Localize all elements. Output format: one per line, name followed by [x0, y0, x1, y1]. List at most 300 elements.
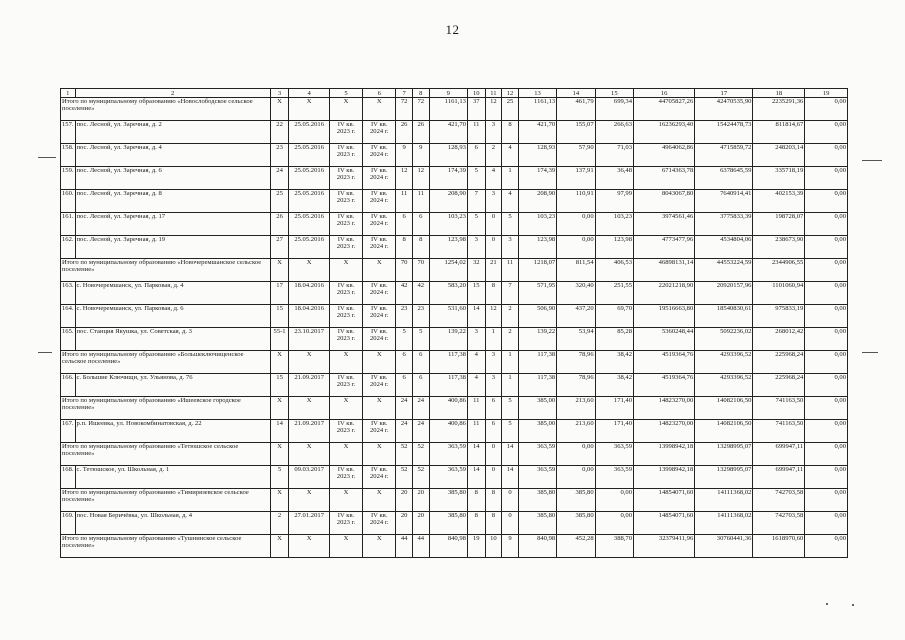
planned-start [329, 282, 362, 305]
flats-private: 21 [485, 259, 502, 282]
cost-total: 44705827,26 [634, 98, 695, 121]
cost-local: 0,00 [805, 190, 848, 213]
residents-relocated: 5 [412, 328, 429, 351]
doc-date: X [289, 397, 329, 420]
doc-date: X [289, 443, 329, 466]
planned-start-year: 2023 г. [336, 220, 356, 227]
planned-start-quarter: IV кв. [337, 305, 355, 312]
area-private: 437,20 [557, 305, 595, 328]
planned-start-quarter: X [343, 443, 349, 450]
planned-start-year: 2023 г. [336, 174, 356, 181]
residents-count: 26 [396, 121, 413, 144]
residents-relocated: 70 [412, 259, 429, 282]
flats-municipal: 2 [502, 305, 519, 328]
flats-municipal: 14 [502, 466, 519, 489]
planned-start-quarter: IV кв. [337, 121, 355, 128]
planned-start-year: 2023 г. [336, 243, 356, 250]
planned-end-quarter: IV кв. [370, 121, 388, 128]
flats-private: 6 [485, 420, 502, 443]
planned-start [329, 167, 362, 190]
area-private: 811,54 [557, 259, 595, 282]
area-private: 110,91 [557, 190, 595, 213]
planned-start-quarter: IV кв. [337, 466, 355, 473]
residents-count: 44 [396, 535, 413, 558]
doc-number: 25 [270, 190, 289, 213]
area-total: 363,59 [518, 443, 556, 466]
area-municipal: 363,59 [595, 443, 633, 466]
area-private: 213,60 [557, 420, 595, 443]
area-private: 155,07 [557, 121, 595, 144]
subtotal-label: Итого по муниципальному образованию «Большеключищенское сельское поселение» [61, 351, 271, 374]
column-header: 2 [75, 89, 270, 98]
cost-region: 248203,14 [753, 144, 805, 167]
doc-number: 24 [270, 167, 289, 190]
cost-total: 8043067,80 [634, 190, 695, 213]
subtotal-row [61, 259, 848, 282]
flats-total: 19 [467, 535, 485, 558]
flats-private: 1 [485, 328, 502, 351]
total-area: 1161,13 [429, 98, 467, 121]
planned-start-quarter: IV кв. [337, 282, 355, 289]
planned-start-quarter: IV кв. [337, 236, 355, 243]
area-municipal: 266,63 [595, 121, 633, 144]
cost-region: 2344906,55 [753, 259, 805, 282]
row-number: 168. [61, 466, 76, 489]
planned-end [363, 259, 396, 282]
total-area: 128,93 [429, 144, 467, 167]
planned-end [363, 535, 396, 558]
total-area: 583,20 [429, 282, 467, 305]
area-total: 385,80 [518, 489, 556, 512]
doc-number: 17 [270, 282, 289, 305]
total-area: 123,98 [429, 236, 467, 259]
doc-date: 21.09.2017 [289, 374, 329, 397]
address: пос. Станция Якушка, ул. Советская, д. 3 [75, 328, 270, 351]
residents-count: 6 [396, 374, 413, 397]
flats-total: 11 [467, 397, 485, 420]
cost-total: 16236293,40 [634, 121, 695, 144]
cost-local: 0,00 [805, 282, 848, 305]
area-private: 53,94 [557, 328, 595, 351]
cost-local: 0,00 [805, 328, 848, 351]
total-area: 117,38 [429, 374, 467, 397]
cost-region: 699947,11 [753, 443, 805, 466]
planned-end [363, 351, 396, 374]
cost-local: 0,00 [805, 213, 848, 236]
planned-start-quarter: IV кв. [337, 167, 355, 174]
planned-end-quarter: IV кв. [370, 236, 388, 243]
planned-start [329, 213, 362, 236]
planned-start-quarter: IV кв. [337, 144, 355, 151]
row-number: 165. [61, 328, 76, 351]
area-municipal: 97,99 [595, 190, 633, 213]
flats-total: 15 [467, 282, 485, 305]
area-private: 0,00 [557, 466, 595, 489]
planned-end [363, 121, 396, 144]
flats-municipal: 5 [502, 397, 519, 420]
column-header: 1 [61, 89, 76, 98]
table-row [61, 121, 848, 144]
cost-total: 32379411,96 [634, 535, 695, 558]
area-total: 123,98 [518, 236, 556, 259]
flats-private: 3 [485, 121, 502, 144]
doc-date: 25.05.2016 [289, 236, 329, 259]
residents-relocated: 26 [412, 121, 429, 144]
cost-total: 5360248,44 [634, 328, 695, 351]
planned-end [363, 144, 396, 167]
total-area: 421,70 [429, 121, 467, 144]
planned-end-year: 2024 г. [369, 427, 389, 434]
residents-count: 5 [396, 328, 413, 351]
residents-count: 20 [396, 512, 413, 535]
cost-fund: 15424478,73 [695, 121, 753, 144]
table-row [61, 466, 848, 489]
planned-start [329, 259, 362, 282]
cost-region: 402153,39 [753, 190, 805, 213]
residents-count: 42 [396, 282, 413, 305]
planned-end-year: 2024 г. [369, 220, 389, 227]
area-municipal: 363,59 [595, 466, 633, 489]
cost-total: 3974561,46 [634, 213, 695, 236]
doc-date: X [289, 98, 329, 121]
row-number: 167. [61, 420, 76, 443]
planned-end [363, 397, 396, 420]
area-municipal: 85,28 [595, 328, 633, 351]
planned-end [363, 236, 396, 259]
address: с. Большие Ключищи, ул. Ульянова, д. 76 [75, 374, 270, 397]
doc-number: 2 [270, 512, 289, 535]
planned-start-quarter: IV кв. [337, 190, 355, 197]
flats-municipal: 1 [502, 167, 519, 190]
total-area: 385,80 [429, 489, 467, 512]
planned-end-year: 2024 г. [369, 243, 389, 250]
cost-total: 4964062,86 [634, 144, 695, 167]
cost-total: 4773477,96 [634, 236, 695, 259]
planned-start-quarter: IV кв. [337, 512, 355, 519]
flats-private: 3 [485, 374, 502, 397]
planned-start-quarter: IV кв. [337, 328, 355, 335]
table-row [61, 512, 848, 535]
planned-end-year: 2024 г. [369, 197, 389, 204]
planned-end-year: 2024 г. [369, 519, 389, 526]
residents-relocated: 52 [412, 466, 429, 489]
planned-start [329, 489, 362, 512]
address: пос. Лесной, ул. Заречная, д. 17 [75, 213, 270, 236]
address: пос. Лесной, ул. Заречная, д. 2 [75, 121, 270, 144]
row-number: 160. [61, 190, 76, 213]
flats-private: 12 [485, 305, 502, 328]
flats-total: 3 [467, 328, 485, 351]
subtotal-row [61, 397, 848, 420]
planned-start-quarter: X [343, 489, 349, 496]
planned-start [329, 305, 362, 328]
planned-start-quarter: IV кв. [337, 374, 355, 381]
column-header: 8 [412, 89, 429, 98]
flats-municipal: 4 [502, 144, 519, 167]
flats-total: 14 [467, 443, 485, 466]
address: пос. Лесной, ул. Заречная, д. 6 [75, 167, 270, 190]
cost-fund: 5092236,02 [695, 328, 753, 351]
residents-relocated: 9 [412, 144, 429, 167]
column-header: 7 [396, 89, 413, 98]
table-row [61, 282, 848, 305]
planned-end-quarter: IV кв. [370, 512, 388, 519]
planned-end [363, 443, 396, 466]
column-header: 13 [518, 89, 556, 98]
doc-number: 22 [270, 121, 289, 144]
column-header: 11 [485, 89, 502, 98]
planned-start-year: 2023 г. [336, 128, 356, 135]
cost-region: 811814,67 [753, 121, 805, 144]
table-row [61, 236, 848, 259]
flats-total: 14 [467, 305, 485, 328]
cost-region: 975833,19 [753, 305, 805, 328]
area-private: 385,80 [557, 489, 595, 512]
address: с. Тетюшское, ул. Школьная, д. 1 [75, 466, 270, 489]
total-area: 385,80 [429, 512, 467, 535]
address: пос. Новая Беричёвка, ул. Школьная, д. 4 [75, 512, 270, 535]
flats-municipal: 3 [502, 236, 519, 259]
planned-end [363, 328, 396, 351]
cost-region: 742703,58 [753, 512, 805, 535]
cost-fund: 3775833,39 [695, 213, 753, 236]
cost-local: 0,00 [805, 535, 848, 558]
planned-end [363, 282, 396, 305]
area-total: 128,93 [518, 144, 556, 167]
cost-region: 1101060,94 [753, 282, 805, 305]
row-number: 169. [61, 512, 76, 535]
cost-fund: 13298995,07 [695, 443, 753, 466]
planned-start-year: 2023 г. [336, 381, 356, 388]
column-number-row [61, 89, 848, 98]
cost-local: 0,00 [805, 420, 848, 443]
flats-private: 3 [485, 190, 502, 213]
cost-region: 741163,50 [753, 397, 805, 420]
cost-fund: 6378645,59 [695, 167, 753, 190]
cost-local: 0,00 [805, 98, 848, 121]
residents-relocated: 6 [412, 374, 429, 397]
residents-count: 24 [396, 397, 413, 420]
cost-fund: 30760441,36 [695, 535, 753, 558]
flats-total: 6 [467, 144, 485, 167]
table-row [61, 305, 848, 328]
residents-relocated: 11 [412, 190, 429, 213]
flats-municipal: 2 [502, 328, 519, 351]
residents-count: 72 [396, 98, 413, 121]
planned-start [329, 144, 362, 167]
planned-end-year: 2024 г. [369, 128, 389, 135]
flats-total: 11 [467, 420, 485, 443]
area-total: 385,00 [518, 397, 556, 420]
flats-municipal: 25 [502, 98, 519, 121]
planned-end-quarter: X [376, 489, 382, 496]
area-total: 421,70 [518, 121, 556, 144]
flats-municipal: 11 [502, 259, 519, 282]
column-header: 4 [289, 89, 329, 98]
column-header: 5 [329, 89, 362, 98]
area-municipal: 36,48 [595, 167, 633, 190]
planned-end-quarter: IV кв. [370, 305, 388, 312]
planned-end-quarter: IV кв. [370, 167, 388, 174]
cost-fund: 14082106,50 [695, 420, 753, 443]
doc-number: 55-1 [270, 328, 289, 351]
area-municipal: 103,23 [595, 213, 633, 236]
column-header: 6 [363, 89, 396, 98]
flats-municipal: 14 [502, 443, 519, 466]
total-area: 139,22 [429, 328, 467, 351]
area-total: 363,59 [518, 466, 556, 489]
doc-number: X [270, 397, 289, 420]
cost-local: 0,00 [805, 259, 848, 282]
subtotal-row [61, 489, 848, 512]
flats-total: 11 [467, 121, 485, 144]
area-municipal: 38,42 [595, 374, 633, 397]
cost-region: 1618970,60 [753, 535, 805, 558]
address: пос. Лесной, ул. Заречная, д. 8 [75, 190, 270, 213]
residents-relocated: 6 [412, 351, 429, 374]
cost-region: 742703,58 [753, 489, 805, 512]
planned-start [329, 420, 362, 443]
flats-municipal: 4 [502, 190, 519, 213]
cost-total: 14854071,60 [634, 489, 695, 512]
total-area: 208,90 [429, 190, 467, 213]
residents-relocated: 8 [412, 236, 429, 259]
planned-end-year: 2024 г. [369, 312, 389, 319]
doc-date: 23.10.2017 [289, 328, 329, 351]
row-number: 164. [61, 305, 76, 328]
planned-end-quarter: X [376, 259, 382, 266]
address: с. Новочеремшанск, ул. Парковая, д. 4 [75, 282, 270, 305]
cost-local: 0,00 [805, 512, 848, 535]
cost-total: 14823270,00 [634, 420, 695, 443]
flats-private: 8 [485, 512, 502, 535]
area-private: 78,96 [557, 351, 595, 374]
column-header: 18 [753, 89, 805, 98]
flats-private: 0 [485, 213, 502, 236]
cost-local: 0,00 [805, 121, 848, 144]
cost-fund: 42470535,90 [695, 98, 753, 121]
planned-end [363, 512, 396, 535]
area-private: 78,96 [557, 374, 595, 397]
planned-start-quarter: IV кв. [337, 213, 355, 220]
doc-date: X [289, 489, 329, 512]
flats-private: 0 [485, 466, 502, 489]
planned-start [329, 190, 362, 213]
planned-start [329, 535, 362, 558]
cost-region: 198728,07 [753, 213, 805, 236]
planned-end-quarter: IV кв. [370, 420, 388, 427]
flats-municipal: 1 [502, 351, 519, 374]
area-private: 213,60 [557, 397, 595, 420]
cost-total: 13998942,18 [634, 443, 695, 466]
flats-municipal: 0 [502, 512, 519, 535]
cost-region: 225968,24 [753, 351, 805, 374]
planned-start [329, 443, 362, 466]
table-row [61, 374, 848, 397]
doc-date: 25.05.2016 [289, 213, 329, 236]
cost-region: 741163,50 [753, 420, 805, 443]
flats-municipal: 1 [502, 374, 519, 397]
flats-municipal: 0 [502, 489, 519, 512]
area-municipal: 388,70 [595, 535, 633, 558]
total-area: 363,59 [429, 466, 467, 489]
doc-number: X [270, 489, 289, 512]
row-number: 159. [61, 167, 76, 190]
cost-local: 0,00 [805, 443, 848, 466]
cost-fund: 14111368,02 [695, 512, 753, 535]
planned-start [329, 328, 362, 351]
cost-fund: 4293396,52 [695, 374, 753, 397]
flats-total: 5 [467, 167, 485, 190]
area-municipal: 171,40 [595, 397, 633, 420]
column-header: 15 [595, 89, 633, 98]
residents-count: 24 [396, 420, 413, 443]
area-municipal: 699,34 [595, 98, 633, 121]
subtotal-row [61, 351, 848, 374]
flats-total: 5 [467, 213, 485, 236]
cost-local: 0,00 [805, 374, 848, 397]
scan-mark [862, 352, 878, 353]
cost-fund: 14082106,50 [695, 397, 753, 420]
doc-date: X [289, 351, 329, 374]
residents-count: 8 [396, 236, 413, 259]
cost-region: 238673,90 [753, 236, 805, 259]
address: пос. Лесной, ул. Заречная, д. 4 [75, 144, 270, 167]
residents-count: 70 [396, 259, 413, 282]
doc-date: X [289, 259, 329, 282]
flats-total: 37 [467, 98, 485, 121]
flats-municipal: 7 [502, 282, 519, 305]
column-header: 14 [557, 89, 595, 98]
residents-relocated: 24 [412, 397, 429, 420]
total-area: 840,98 [429, 535, 467, 558]
cost-local: 0,00 [805, 466, 848, 489]
residents-relocated: 44 [412, 535, 429, 558]
table-row [61, 167, 848, 190]
area-private: 320,40 [557, 282, 595, 305]
planned-end-year: 2024 г. [369, 381, 389, 388]
doc-date: 18.04.2016 [289, 282, 329, 305]
cost-local: 0,00 [805, 489, 848, 512]
flats-private: 8 [485, 282, 502, 305]
total-area: 531,60 [429, 305, 467, 328]
subtotal-label: Итого по муниципальному образованию «Тетюшское сельское поселение» [61, 443, 271, 466]
doc-date: X [289, 535, 329, 558]
planned-end-year: 2024 г. [369, 289, 389, 296]
area-total: 103,23 [518, 213, 556, 236]
flats-total: 3 [467, 236, 485, 259]
area-municipal: 69,70 [595, 305, 633, 328]
area-municipal: 71,03 [595, 144, 633, 167]
area-municipal: 406,53 [595, 259, 633, 282]
residents-relocated: 12 [412, 167, 429, 190]
planned-end-quarter: X [376, 98, 382, 105]
address: р.п. Ишеевка, ул. Новокомбинатовская, д. 22 [75, 420, 270, 443]
total-area: 103,23 [429, 213, 467, 236]
total-area: 400,86 [429, 397, 467, 420]
doc-date: 18.04.2016 [289, 305, 329, 328]
area-municipal: 0,00 [595, 512, 633, 535]
subtotal-label: Итого по муниципальному образованию «Ишеевское городское поселение» [61, 397, 271, 420]
cost-total: 6714363,78 [634, 167, 695, 190]
housing-program-table [60, 88, 848, 558]
cost-total: 14823270,00 [634, 397, 695, 420]
planned-end [363, 420, 396, 443]
area-private: 0,00 [557, 236, 595, 259]
cost-fund: 4534804,06 [695, 236, 753, 259]
doc-number: 23 [270, 144, 289, 167]
area-municipal: 251,55 [595, 282, 633, 305]
